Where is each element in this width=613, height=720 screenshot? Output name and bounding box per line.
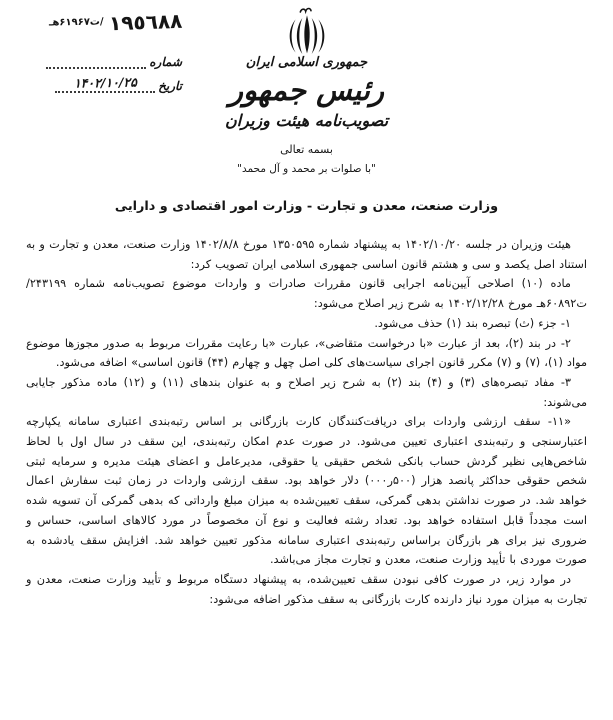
invocation-line: بسمه تعالی	[280, 143, 333, 156]
date-label: تاریخ	[158, 79, 182, 93]
date-dotted-line	[55, 72, 155, 93]
iran-emblem-icon	[285, 6, 329, 54]
paragraph-clause-11: «۱۱- سقف ارزشی واردات برای دریافت‌کنندگان کارت بازرگانی بر اساس رتبه‌بندی اعتباری سامانه یکپارچه اعتبارسنجی و رتبه‌بندی اعتباری تعیین می‌شود. در صورت عدم امکان رتبه‌بندی، این سقف در سال اول با لحاظ شاخص‌هایی نظیر گردش حساب بانکی شخص حقیقی یا حقوقی، مدیرعامل و اعضای هیئت مدیره و سرمایه ثبتی شخص حقوقی حداکثر پانصد هزار (۵۰۰ر۰۰۰) دلار خواهد بود. سقف ارزشی واردات در زمان ثبت سفارش اعمال خواهد شد. در صورت نداشتن بدهی گمرکی، سقف تعیین‌شده به میزان مبلغ وارداتی که بدهی گمرکی آن تسویه شده است مجدداً قابل استفاده خواهد بود. تعداد رشته فعالیت و نوع آن مخصوصاً در مورد کالاهای اساسی، حساس و ضروری نیز برای هر بازرگان براساس رتبه‌بندی اعتباری سامانه مذکور تعیین خواهد شد. افزایش سقف یادشده به صورت موردی با تأیید وزارت صنعت، معدن و تجارت مجاز می‌باشد.	[26, 415, 587, 567]
office-title: رئیس جمهور	[229, 73, 384, 107]
registration-code: /ت۶۱۹۶۷هـ	[49, 16, 104, 28]
number-field-row	[12, 48, 182, 69]
registration-number: ١٩٥٦٨٨	[108, 8, 183, 36]
paragraph-item-1: ۱- جزء (ث) تبصره بند (۱) حذف می‌شود.	[374, 316, 571, 330]
addressee-ministries-heading: وزارت صنعت، معدن و تجارت - وزارت امور اقتصادی و دارایی	[114, 199, 499, 214]
paragraph-item-2: ۲- در بند (۲)، بعد از عبارت «با درخواست متقاضی»، عبارت «با رعایت مقررات مربوط به صدور مجوزها موضوع مواد (۱)، (۷) و (۷) مکرر قانون اجرای سیاست‌های کلی اصل چهل و چهارم (۴۴) قانون اساسی» اضافه می‌شود.	[26, 336, 587, 370]
paragraph-preamble: هیئت وزیران در جلسه ۱۴۰۲/۱۰/۲۰ به پیشنهاد شماره ۱۳۵۰۵۹۵ مورخ ۱۴۰۲/۸/۸ وزارت صنعت، معدن و تجارت و به استناد اصل یکصد و سی و هشتم قانون اساسی جمهوری اسلامی ایران تصویب کرد:	[26, 238, 587, 271]
document-type-title: تصویب‌نامه هیئت وزیران	[224, 111, 389, 130]
country-title: جمهوری اسلامی ایران	[245, 55, 368, 70]
paragraph-item-3: ۳- مفاد تبصره‌های (۳) و (۴) بند (۲) به شرح زیر اصلاح و به عنوان بندهای (۱۱) و (۱۲) ماده مذکور جایابی می‌شوند:	[26, 375, 587, 409]
date-value: ۱۴۰۲/۱۰/۲۵	[73, 74, 137, 91]
salutation-line: "با صلوات بر محمد و آل محمد"	[237, 163, 376, 175]
paragraph-closing: در موارد زیر، در صورت کافی نبودن سقف تعیین‌شده، به پیشنهاد دستگاه مربوط و تأیید وزارت صنعت، معدن و تجارت به میزان مورد نیاز دارنده کارت بازرگانی به سقف مذکور اضافه می‌شود:	[26, 572, 587, 606]
number-label: شماره	[149, 55, 182, 69]
decree-body	[26, 235, 587, 609]
registration-block	[12, 10, 182, 93]
registration-row	[12, 10, 182, 34]
paragraph-article-10: ماده (۱۰) اصلاحی آیین‌نامه اجرایی قانون مقررات صادرات و واردات موضوع تصویب‌نامه شماره ۲۴۳۱۹۹/ت۶۰۸۹۲هـ مورخ ۱۴۰۲/۱۲/۲۸ به شرح زیر اصلاح می‌شود:	[26, 277, 587, 311]
date-field-row	[12, 72, 182, 93]
number-dotted-line	[46, 48, 146, 69]
